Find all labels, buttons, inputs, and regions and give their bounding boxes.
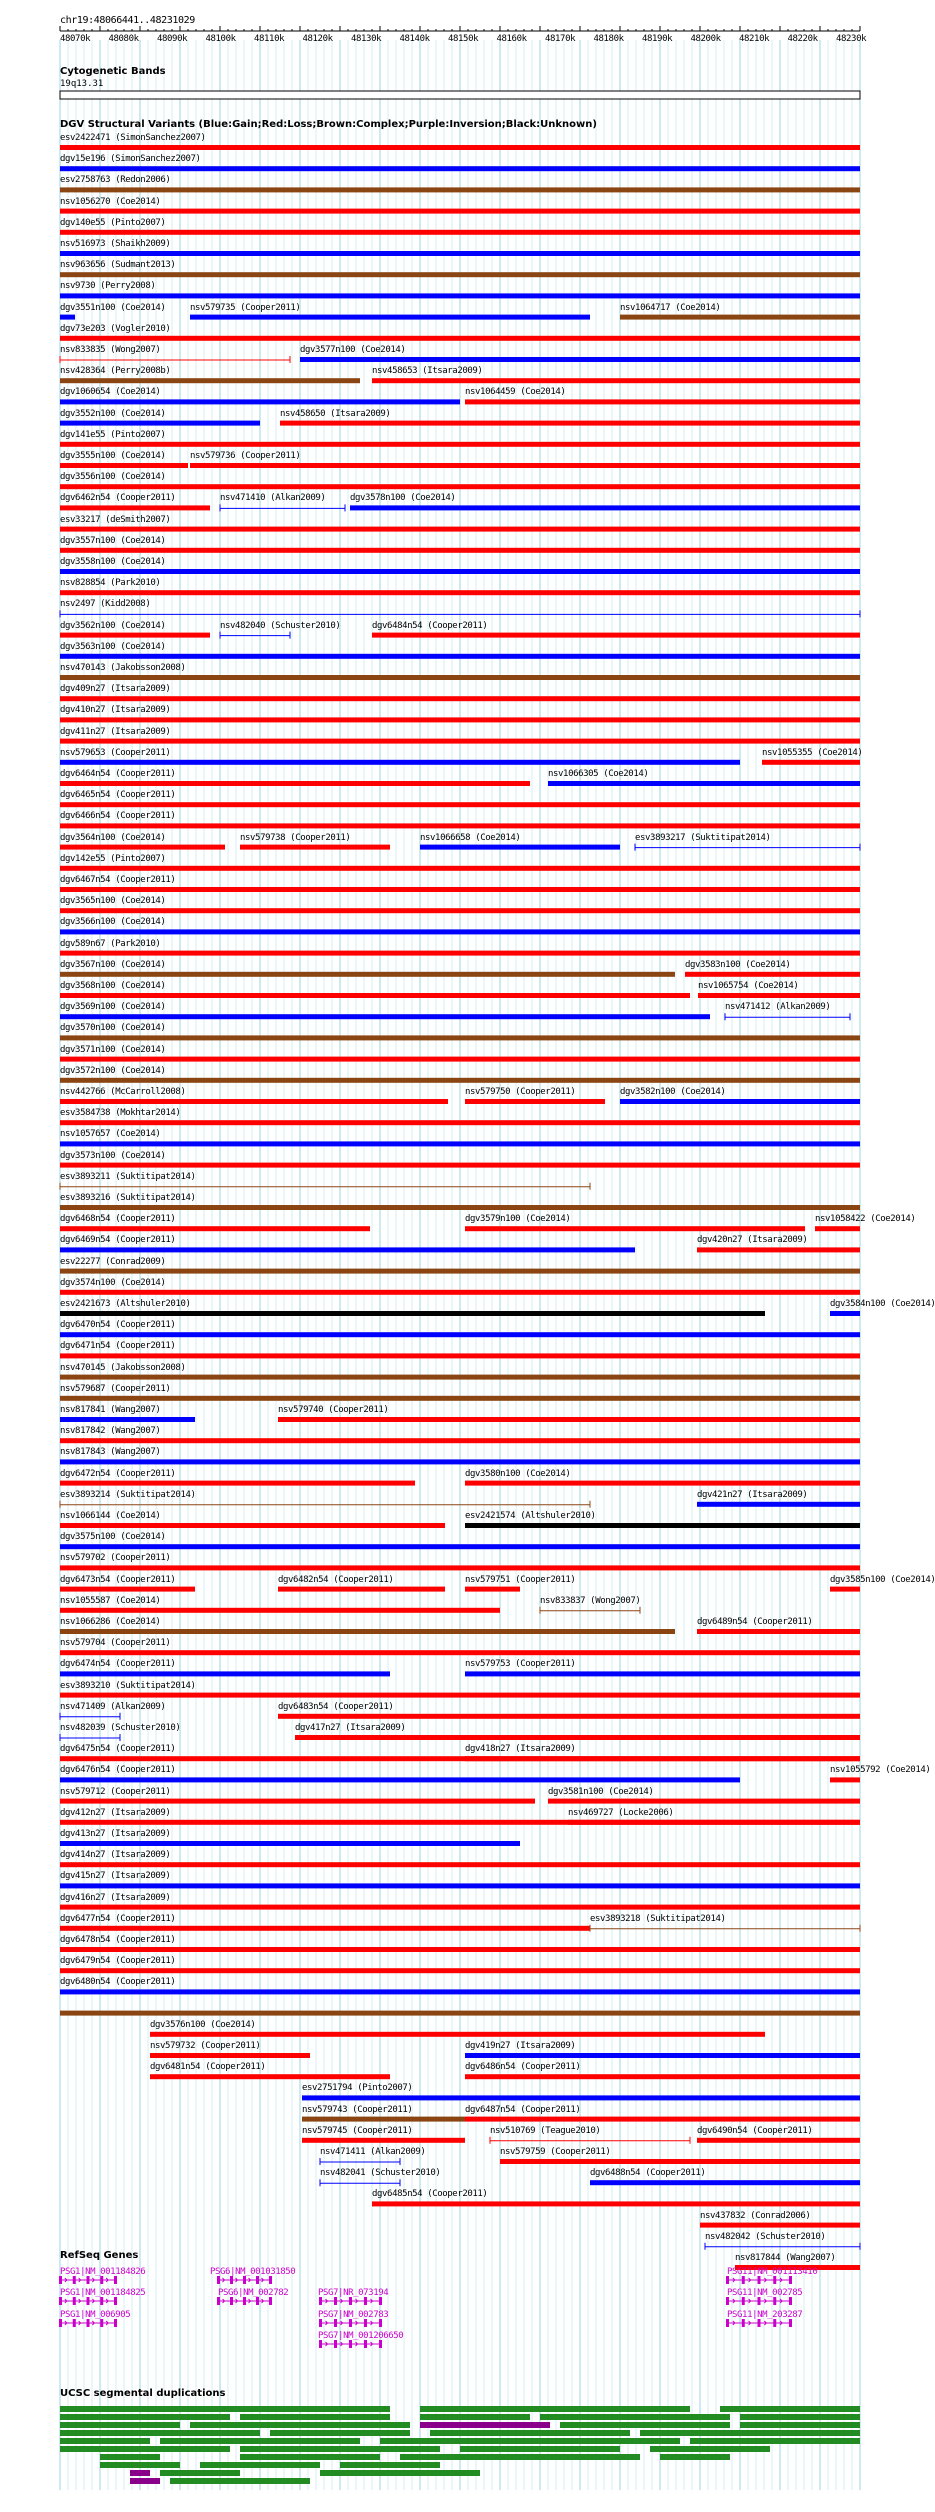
sv-label: esv3893218 (Suktitipat2014): [590, 1913, 726, 1924]
ruler-tick-label: 48190k: [642, 34, 673, 44]
sv-label: dgv3566n100 (Coe2014): [60, 917, 166, 928]
ruler-tick-label: 48220k: [787, 34, 818, 44]
sv-label: dgv6468n54 (Cooper2011): [60, 1214, 176, 1225]
sv-label: dgv412n27 (Itsara2009): [60, 1807, 171, 1818]
gene-label: PSG7|NR_073194: [318, 2288, 389, 2298]
sv-label: dgv589n67 (Park2010): [60, 938, 161, 949]
sv-label: dgv1060654 (Coe2014): [60, 387, 161, 398]
sv-label: dgv3552n100 (Coe2014): [60, 408, 166, 419]
sv-label: nsv817843 (Wang2007): [60, 1447, 161, 1458]
sv-label: nsv1055355 (Coe2014): [762, 747, 863, 758]
sv-label: dgv15e196 (SimonSanchez2007): [60, 154, 201, 165]
sv-label: dgv6479n54 (Cooper2011): [60, 1956, 176, 1967]
ruler-tick-label: 48170k: [545, 34, 576, 44]
sv-label: esv2421574 (Altshuler2010): [465, 1511, 596, 1521]
sv-label: nsv579653 (Cooper2011): [60, 747, 171, 758]
sv-label: dgv73e203 (Vogler2010): [60, 323, 171, 334]
sv-label: dgv3583n100 (Coe2014): [685, 959, 791, 970]
gene-label: PSG7|NM_001206650: [318, 2331, 404, 2341]
sv-label: esv2751794 (Pinto2007): [302, 2083, 413, 2094]
sv-label: esv2758763 (Redon2006): [60, 175, 171, 186]
sv-label: dgv6471n54 (Cooper2011): [60, 1341, 176, 1352]
sv-label: dgv3574n100 (Coe2014): [60, 1277, 166, 1288]
dgv-track-title: DGV Structural Variants (Blue:Gain;Red:Loss;Brown:Complex;Purple:Inversion;Black:Unknown): [60, 119, 597, 130]
sv-label: dgv3573n100 (Coe2014): [60, 1150, 166, 1161]
sv-label: dgv6462n54 (Cooper2011): [60, 493, 176, 504]
sv-label: dgv6466n54 (Cooper2011): [60, 811, 176, 822]
sv-label: dgv3571n100 (Coe2014): [60, 1044, 166, 1055]
gene-label: PSG7|NM_002783: [318, 2310, 389, 2320]
ruler-tick-label: 48230k: [836, 34, 867, 44]
sv-label: dgv3578n100 (Coe2014): [350, 493, 456, 504]
sv-label: nsv1066658 (Coe2014): [420, 832, 521, 843]
sv-label: nsv470145 (Jakobsson2008): [60, 1362, 186, 1373]
ruler-tick-label: 48110k: [254, 34, 285, 44]
sv-label: dgv6473n54 (Cooper2011): [60, 1574, 176, 1585]
locus-label: chr19:48066441..48231029: [60, 15, 195, 26]
ruler-tick-label: 48150k: [448, 34, 479, 44]
sv-label: dgv3555n100 (Coe2014): [60, 451, 166, 461]
sv-label: esv3893216 (Suktitipat2014): [60, 1193, 196, 1203]
sv-label: nsv579702 (Cooper2011): [60, 1553, 171, 1564]
ruler-tick-label: 48100k: [205, 34, 236, 44]
sv-label: dgv6489n54 (Cooper2011): [697, 1617, 813, 1627]
sv-label: nsv817844 (Wang2007): [735, 2253, 836, 2263]
sv-label: dgv140e55 (Pinto2007): [60, 217, 166, 228]
sv-label: nsv1065754 (Coe2014): [698, 981, 799, 991]
sv-label: nsv482040 (Schuster2010): [220, 620, 341, 631]
gene-label: PSG1|NM_001184826: [60, 2267, 146, 2277]
sv-label: nsv579712 (Cooper2011): [60, 1786, 171, 1797]
sv-label: dgv6474n54 (Cooper2011): [60, 1659, 176, 1670]
sv-label: dgv3584n100 (Coe2014): [830, 1299, 935, 1309]
sv-label: dgv6486n54 (Cooper2011): [465, 2062, 581, 2073]
sv-label: dgv3576n100 (Coe2014): [150, 2019, 256, 2030]
sv-label: nsv469727 (Locke2006): [568, 1807, 674, 1818]
ruler-tick-label: 48130k: [351, 34, 382, 44]
sv-label: dgv410n27 (Itsara2009): [60, 705, 171, 716]
sv-label: dgv414n27 (Itsara2009): [60, 1850, 171, 1861]
sv-label: esv3893211 (Suktitipat2014): [60, 1171, 196, 1182]
sv-label: nsv1064459 (Coe2014): [465, 387, 566, 398]
sv-label: dgv409n27 (Itsara2009): [60, 684, 171, 695]
sv-label: nsv428364 (Perry2008b): [60, 366, 171, 377]
sv-label: dgv418n27 (Itsara2009): [465, 1744, 576, 1755]
sv-label: nsv579753 (Cooper2011): [465, 1659, 576, 1670]
sv-label: esv3893210 (Suktitipat2014): [60, 1680, 196, 1691]
sv-label: esv2422471 (SimonSanchez2007): [60, 133, 206, 143]
sv-label: esv3893214 (Suktitipat2014): [60, 1489, 196, 1500]
sv-label: dgv6478n54 (Cooper2011): [60, 1935, 176, 1945]
sv-label: dgv6470n54 (Cooper2011): [60, 1320, 176, 1331]
sv-label: dgv6467n54 (Cooper2011): [60, 875, 176, 885]
sv-label: dgv3575n100 (Coe2014): [60, 1532, 166, 1543]
sv-label: nsv510769 (Teague2010): [490, 2125, 601, 2136]
sv-label: dgv3577n100 (Coe2014): [300, 345, 406, 355]
sv-label: esv2421673 (Altshuler2010): [60, 1299, 191, 1309]
sv-label: nsv833835 (Wong2007): [60, 345, 161, 355]
sv-label: esv22277 (Conrad2009): [60, 1256, 166, 1267]
gene-label: PSG11|NM_203287: [727, 2310, 803, 2320]
ruler-tick-label: 48080k: [108, 34, 139, 44]
sv-label: dgv415n27 (Itsara2009): [60, 1871, 171, 1882]
sv-label: dgv141e55 (Pinto2007): [60, 429, 166, 440]
ruler-tick-label: 48090k: [157, 34, 188, 44]
sv-label: nsv828854 (Park2010): [60, 578, 161, 589]
ruler-tick-label: 48160k: [496, 34, 527, 44]
ruler-tick-label: 48070k: [60, 34, 91, 44]
sv-label: esv3893217 (Suktitipat2014): [635, 832, 771, 843]
sv-label: nsv579743 (Cooper2011): [302, 2104, 413, 2115]
sv-label: nsv470143 (Jakobsson2008): [60, 663, 186, 673]
sv-label: nsv471412 (Alkan2009): [725, 1002, 831, 1013]
sv-label: nsv579704 (Cooper2011): [60, 1638, 171, 1649]
sv-label: dgv6475n54 (Cooper2011): [60, 1744, 176, 1755]
gene-label: PSG11|NM_001113410: [727, 2267, 818, 2277]
sv-label: dgv3585n100 (Coe2014): [830, 1574, 935, 1585]
refseq-track-title: RefSeq Genes: [60, 2250, 139, 2261]
sv-label: dgv3556n100 (Coe2014): [60, 472, 166, 483]
sv-label: dgv421n27 (Itsara2009): [697, 1489, 808, 1500]
sv-label: dgv6465n54 (Cooper2011): [60, 790, 176, 801]
sv-label: dgv6464n54 (Cooper2011): [60, 769, 176, 779]
sv-label: dgv6487n54 (Cooper2011): [465, 2104, 581, 2115]
sv-label: dgv142e55 (Pinto2007): [60, 853, 166, 864]
sv-label: nsv1058422 (Coe2014): [815, 1214, 916, 1225]
gene-label: PSG6|NM_001031850: [210, 2267, 296, 2277]
sv-label: dgv3572n100 (Coe2014): [60, 1065, 166, 1076]
sv-label: dgv6472n54 (Cooper2011): [60, 1468, 176, 1479]
sv-label: nsv458653 (Itsara2009): [372, 366, 483, 377]
ruler-tick-label: 48140k: [399, 34, 430, 44]
sv-label: nsv579740 (Cooper2011): [278, 1405, 389, 1415]
sv-label: dgv411n27 (Itsara2009): [60, 726, 171, 737]
gene-label: PSG11|NM_002785: [727, 2288, 803, 2298]
sv-label: nsv579687 (Cooper2011): [60, 1383, 171, 1394]
sv-label: nsv579745 (Cooper2011): [302, 2125, 413, 2136]
sv-label: nsv963656 (Sudmant2013): [60, 260, 176, 271]
sv-label: dgv3558n100 (Coe2014): [60, 557, 166, 567]
sv-label: dgv6490n54 (Cooper2011): [697, 2125, 813, 2136]
sv-label: nsv471411 (Alkan2009): [320, 2147, 426, 2157]
sv-label: nsv1056270 (Coe2014): [60, 196, 161, 207]
sv-label: nsv833837 (Wong2007): [540, 1595, 641, 1606]
ruler-tick-label: 48180k: [593, 34, 624, 44]
sv-label: nsv579751 (Cooper2011): [465, 1574, 576, 1585]
sv-label: dgv3568n100 (Coe2014): [60, 981, 166, 991]
sv-label: dgv6469n54 (Cooper2011): [60, 1235, 176, 1246]
sv-label: dgv3562n100 (Coe2014): [60, 620, 166, 631]
sv-label: nsv2497 (Kidd2008): [60, 599, 151, 610]
sv-label: dgv416n27 (Itsara2009): [60, 1892, 171, 1903]
sv-label: dgv3582n100 (Coe2014): [620, 1087, 726, 1097]
ruler-tick-label: 48200k: [690, 34, 721, 44]
cytoband-track-title: Cytogenetic Bands: [60, 66, 166, 77]
sv-label: esv33217 (deSmith2007): [60, 514, 171, 525]
sv-label: nsv579735 (Cooper2011): [190, 302, 301, 313]
segdup-track-title: UCSC segmental duplications: [60, 2388, 226, 2399]
sv-label: nsv482041 (Schuster2010): [320, 2168, 441, 2179]
sv-label: dgv3579n100 (Coe2014): [465, 1214, 571, 1225]
sv-label: nsv817841 (Wang2007): [60, 1405, 161, 1415]
sv-label: nsv516973 (Shaikh2009): [60, 239, 171, 249]
sv-label: dgv3551n100 (Coe2014): [60, 302, 166, 313]
sv-label: dgv3565n100 (Coe2014): [60, 896, 166, 907]
sv-label: nsv1066286 (Coe2014): [60, 1617, 161, 1627]
ruler-tick-label: 48210k: [739, 34, 770, 44]
sv-label: nsv471409 (Alkan2009): [60, 1701, 166, 1712]
sv-label: dgv413n27 (Itsara2009): [60, 1829, 171, 1839]
sv-label: nsv1055587 (Coe2014): [60, 1595, 161, 1606]
gene-label: PSG1|NM_006905: [60, 2310, 131, 2320]
sv-label: dgv6480n54 (Cooper2011): [60, 1977, 176, 1988]
sv-label: dgv6485n54 (Cooper2011): [372, 2189, 488, 2200]
sv-label: nsv482039 (Schuster2010): [60, 1723, 181, 1733]
sv-label: dgv420n27 (Itsara2009): [697, 1235, 808, 1246]
sv-label: dgv6481n54 (Cooper2011): [150, 2062, 266, 2073]
sv-label: dgv6476n54 (Cooper2011): [60, 1765, 176, 1776]
sv-label: nsv1057657 (Coe2014): [60, 1129, 161, 1140]
sv-label: nsv1066305 (Coe2014): [548, 769, 649, 779]
sv-label: dgv6482n54 (Cooper2011): [278, 1574, 394, 1585]
sv-label: dgv6483n54 (Cooper2011): [278, 1701, 394, 1712]
ruler-tick-label: 48120k: [302, 34, 333, 44]
sv-label: esv3584738 (Mokhtar2014): [60, 1108, 181, 1119]
sv-label: dgv3563n100 (Coe2014): [60, 641, 166, 652]
sv-label: dgv3570n100 (Coe2014): [60, 1023, 166, 1034]
sv-label: nsv442766 (McCarroll2008): [60, 1087, 186, 1097]
sv-label: nsv817842 (Wang2007): [60, 1426, 161, 1437]
sv-label: dgv3567n100 (Coe2014): [60, 959, 166, 970]
sv-label: dgv3569n100 (Coe2014): [60, 1002, 166, 1013]
sv-label: dgv3557n100 (Coe2014): [60, 535, 166, 546]
sv-label: nsv471410 (Alkan2009): [220, 493, 326, 504]
sv-label: dgv3580n100 (Coe2014): [465, 1468, 571, 1479]
sv-label: dgv419n27 (Itsara2009): [465, 2041, 576, 2051]
sv-label: dgv3564n100 (Coe2014): [60, 832, 166, 843]
sv-label: dgv6477n54 (Cooper2011): [60, 1913, 176, 1924]
sv-label: nsv1055792 (Coe2014): [830, 1765, 931, 1776]
sv-label: nsv579736 (Cooper2011): [190, 451, 301, 461]
sv-label: nsv482042 (Schuster2010): [705, 2231, 826, 2242]
sv-label: nsv579750 (Cooper2011): [465, 1087, 576, 1097]
gene-label: PSG6|NM_002782: [218, 2288, 289, 2298]
sv-label: dgv6488n54 (Cooper2011): [590, 2168, 706, 2179]
sv-label: nsv579738 (Cooper2011): [240, 832, 351, 843]
cytoband-name: 19q13.31: [60, 79, 104, 89]
sv-label: dgv3581n100 (Coe2014): [548, 1786, 654, 1797]
sv-label: nsv1066144 (Coe2014): [60, 1511, 161, 1521]
sv-label: dgv417n27 (Itsara2009): [295, 1723, 406, 1733]
sv-label: nsv579759 (Cooper2011): [500, 2147, 611, 2157]
sv-label: nsv1064717 (Coe2014): [620, 302, 721, 313]
sv-label: nsv437832 (Conrad2006): [700, 2210, 811, 2221]
sv-label: nsv9730 (Perry2008): [60, 281, 156, 292]
sv-label: dgv6484n54 (Cooper2011): [372, 620, 488, 631]
sv-label: nsv579732 (Cooper2011): [150, 2041, 261, 2051]
gene-label: PSG1|NM_001184825: [60, 2288, 146, 2298]
sv-label: nsv458650 (Itsara2009): [280, 408, 391, 419]
